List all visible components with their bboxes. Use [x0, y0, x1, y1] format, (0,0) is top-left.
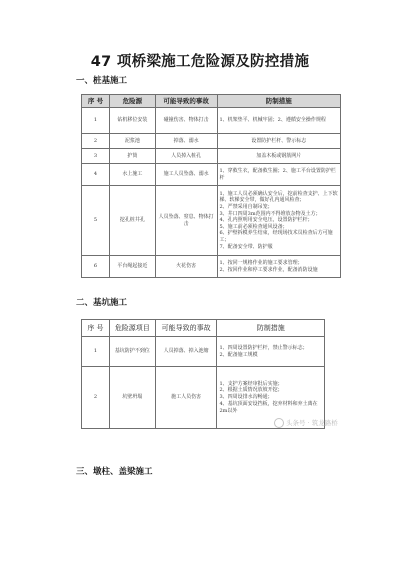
cell-hazard: 水上施工: [109, 164, 155, 186]
table-row: [82, 134, 341, 149]
cell-measure: 1、支护方案经审批后实施； 2、根据土质情况放坡开挖； 3、四周设排水沟畅通； 4、基坑顶面安设挡板，挖弃材料和弃土离在2m以外: [217, 367, 325, 429]
table-row: [82, 108, 341, 134]
header-hazard: 危险源: [109, 95, 155, 108]
cell-measure: 1、穿救生衣，配备救生圈；2、施工平台设置防护栏杆: [217, 164, 341, 186]
table-row: [82, 337, 325, 367]
cell-no: 2: [82, 367, 110, 429]
watermark-text: 头条号 · 筑龙路桥: [286, 419, 338, 427]
section-heading-pier-capbeam: 三、墩柱、盖梁施工: [76, 467, 153, 477]
cell-measure: 1、施工人员必须确认安全后，挖前检查支护、上下软梯、软梯安全带，做好孔内通风检查； 2、严禁采用自制吊笼； 3、井口四周3m范围内不得堆放杂物及土方； 4、孔内照明用安全电压，设置防护栏杆； 5、施工前必须检查通风设备； 6、护壁拆模养生结束，经现场技术员检查后方可施工； 7、配备安全带、防护服: [217, 186, 341, 256]
section-heading-foundation-pit: 二、基坑施工: [76, 298, 128, 308]
cell-hazard: 泥浆池: [109, 134, 155, 149]
pit-hazard-table: [81, 319, 325, 429]
cell-hazard: 坑壁坍塌: [109, 367, 155, 429]
cell-accident: 火花伤害: [155, 256, 217, 278]
cell-no: 2: [82, 134, 110, 149]
header-hazard: 危险源项目: [109, 320, 155, 337]
cell-measure: 设置防护栏杆、警示标志: [217, 134, 341, 149]
cell-no: 6: [82, 256, 110, 278]
header-accident: 可能导致的事故: [155, 95, 217, 108]
header-measure: 防制措施: [217, 95, 341, 108]
table-row: [82, 164, 341, 186]
header-no: 序 号: [82, 320, 110, 337]
cell-accident: 施工人员伤害: [155, 367, 217, 429]
cell-accident: 碰撞伤害、物体打击: [155, 108, 217, 134]
cell-no: 1: [82, 337, 110, 367]
cell-accident: 掉落、溺水: [155, 134, 217, 149]
table-row: [82, 256, 341, 278]
cell-accident: 人员坠落、窒息、物体打击: [155, 186, 217, 256]
cell-measure: 1、四周设置防护栏杆，禁止警示标志； 2、配备施工规模: [217, 337, 325, 367]
table-row: [82, 149, 341, 164]
header-accident: 可能导致的事故: [155, 320, 217, 337]
cell-measure: 1、机架垫平、机械牢固；2、遵循安全操作规程: [217, 108, 341, 134]
cell-measure: 1、按同一规格作业的施工要求管理； 2、按回作业和停工要求作业，配备消防设施: [217, 256, 341, 278]
watermark-logo-icon: [274, 418, 284, 428]
cell-no: 5: [82, 186, 110, 256]
table-row: [82, 186, 341, 256]
cell-hazard: 钻机移位安装: [109, 108, 155, 134]
document-title: 47 项桥梁施工危险源及防控措施: [90, 54, 310, 70]
header-measure: 防制措施: [217, 320, 325, 337]
section-heading-pile: 一、桩基施工: [76, 76, 128, 86]
table-header-row: [82, 320, 325, 337]
cell-no: 1: [82, 108, 110, 134]
header-no: 序 号: [82, 95, 110, 108]
cell-measure: 加盖木板或钢筋网片: [217, 149, 341, 164]
cell-hazard: 基坑防护不到位: [109, 337, 155, 367]
cell-accident: 人员掉落、掉入池塘: [155, 337, 217, 367]
cell-no: 4: [82, 164, 110, 186]
table-header-row: [82, 95, 341, 108]
cell-hazard: 平台绳起接近: [109, 256, 155, 278]
cell-hazard: 护筒: [109, 149, 155, 164]
cell-accident: 施工人员坠落、溺水: [155, 164, 217, 186]
watermark: [274, 418, 338, 428]
pile-hazard-table: [81, 94, 341, 278]
cell-hazard: 挖孔桩井孔: [109, 186, 155, 256]
cell-no: 3: [82, 149, 110, 164]
cell-accident: 人员掉入桩孔: [155, 149, 217, 164]
